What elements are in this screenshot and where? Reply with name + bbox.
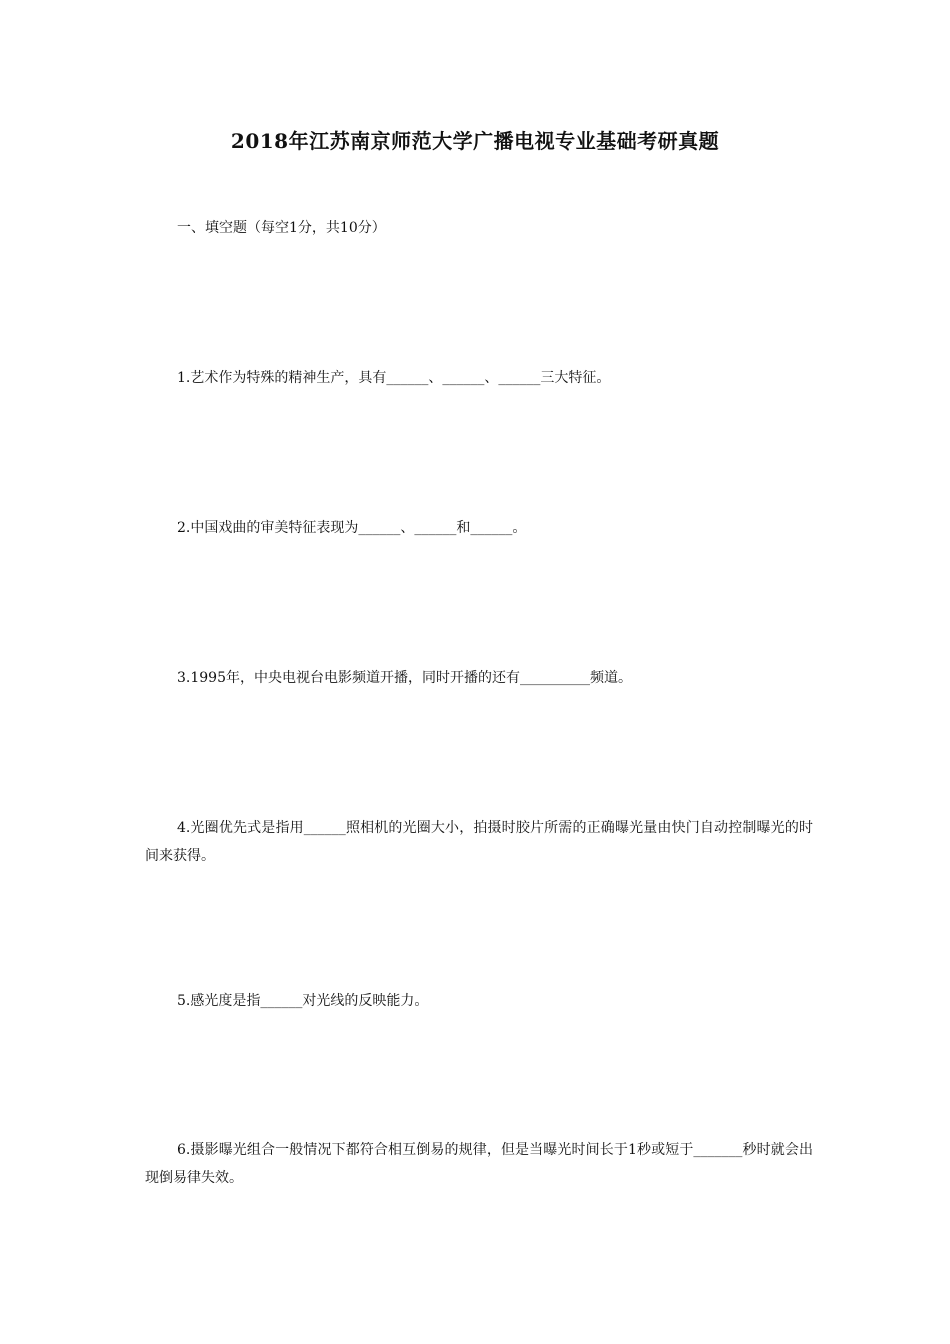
question-6: 6.摄影曝光组合一般情况下都符合相互倒易的规律，但是当曝光时间长于1秒或短于_______秒时就会出现倒易律失效。 [145, 1142, 813, 1186]
page-title: 2018年江苏南京师范大学广播电视专业基础考研真题 [230, 129, 720, 153]
question-5: 5.感光度是指______对光线的反映能力。 [177, 993, 429, 1009]
question-4: 4.光圈优先式是指用______照相机的光圈大小，拍摄时胶片所需的正确曝光量由快门自动控制曝光的时间来获得。 [145, 820, 813, 864]
question-3: 3.1995年，中央电视台电影频道开播，同时开播的还有__________频道。 [177, 670, 632, 686]
section-heading: 一、填空题（每空1分，共10分） [177, 220, 386, 236]
question-1: 1.艺术作为特殊的精神生产，具有______、______、______三大特征。 [177, 370, 611, 386]
question-2: 2.中国戏曲的审美特征表现为______、______和______。 [177, 520, 527, 536]
